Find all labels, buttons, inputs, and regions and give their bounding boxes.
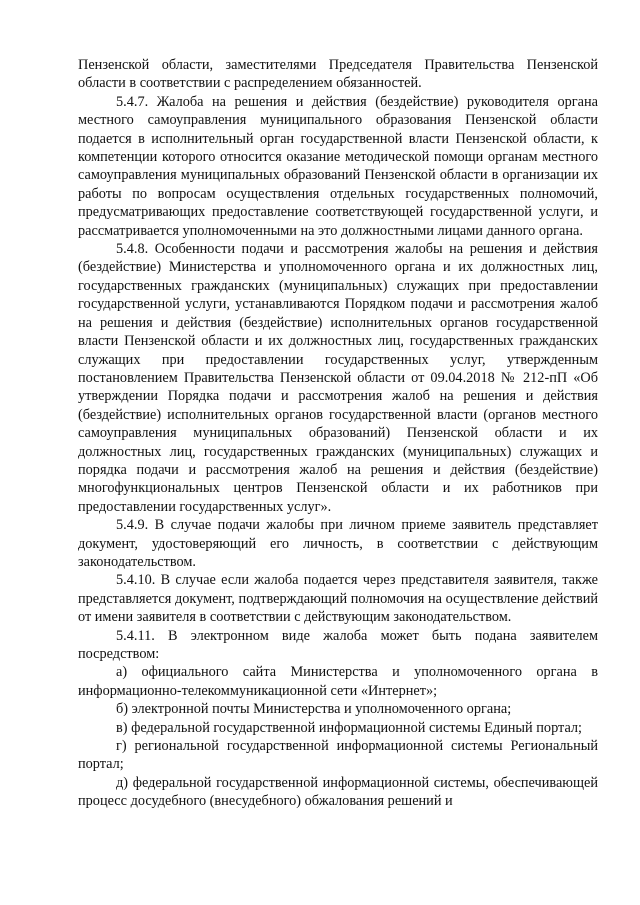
paragraph-5-4-8: 5.4.8. Особенности подачи и рассмотрения жалобы на решения и действия (бездействие) Министерства и уполномоченного органа и их должностных лиц, государственных гражданских (муниципальных) служащих при предоставлении государственной услуги, устанавливаются Порядком подачи и рассмотрения жалоб на решения и действия (бездействие) исполнительных органов государственной власти Пензенской области и их должностных лиц, государственных гражданских служащих при предоставлении государственных услуг, утвержденным постановлением Правительства Пензенской области от 09.04.2018 № 212-пП «Об утверждении Порядка подачи и рассмотрения жалоб на решения и действия (бездействие) исполнительных органов государственной власти (органов местного самоуправления муниципальных образований) Пензенской области и их должностных лиц, государственных гражданских (муниципальных) служащих и порядка подачи и рассмотрения жалоб на решения и действия (бездействие) многофункциональных центров Пензенской области и их работников при предоставлении государственных услуг». [78, 241, 598, 515]
paragraph-5-4-9: 5.4.9. В случае подачи жалобы при личном приеме заявитель представляет документ, удостоверяющий его личность, в соответствии с действующим законодательством. [78, 517, 598, 570]
list-item-d: д) федеральной государственной информационной системы, обеспечивающей процесс досудебного (внесудебного) обжалования решений и [78, 774, 598, 810]
paragraph-5-4-7: 5.4.7. Жалоба на решения и действия (бездействие) руководителя органа местного самоуправления муниципального образования Пензенской области подается в исполнительный орган государственной власти Пензенской области, к компетенции которого относится оказание методической помощи органам местного самоуправления муниципальных образований Пензенской области в организации их работы по вопросам осуществления отдельных государственных полномочий, предусматривающих предоставление соответствующей государственной услуги, и рассматривается уполномоченными на это должностными лицами данного органа. [78, 93, 598, 239]
paragraph-5-4-11: 5.4.11. В электронном виде жалоба может быть подана заявителем посредством: [78, 627, 598, 662]
list-item-b: б) электронной почты Министерства и уполномоченного органа; [116, 701, 512, 718]
paragraph-continuation: Пензенской области, заместителями Председателя Правительства Пензенской области в соответствии с распределением обязанностей. [78, 57, 598, 92]
document-page [78, 56, 598, 811]
paragraph-5-4-10: 5.4.10. В случае если жалоба подается через представителя заявителя, также представляется документ, подтверждающий полномочия на осуществление действий от имени заявителя в соответствии с действующим законодательством. [78, 572, 598, 626]
list-item-v: в) федеральной государственной информационной системы Единый портал; [116, 719, 583, 736]
list-item-g: г) региональной государственной информационной системы Региональный портал; [78, 738, 598, 773]
list-item-a: а) официального сайта Министерства и уполномоченного органа в информационно-телекоммуникационной сети «Интернет»; [78, 664, 598, 699]
